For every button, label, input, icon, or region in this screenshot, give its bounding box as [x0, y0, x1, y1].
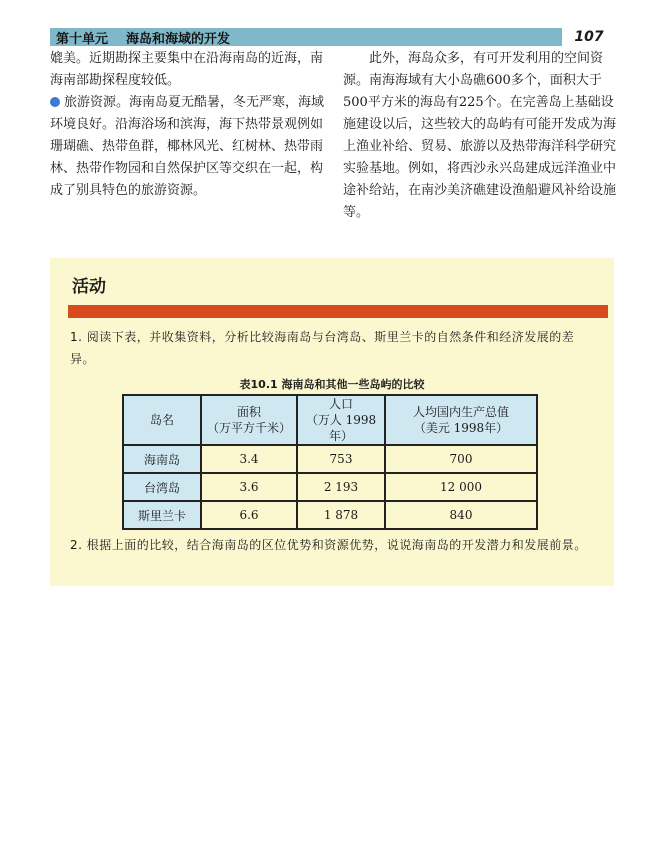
unit-label: 第十单元 [56, 31, 109, 47]
table-header: 面积 （万平方千米） [201, 395, 297, 445]
table-cell: 1 878 [297, 501, 385, 529]
table-cell: 斯里兰卡 [123, 501, 201, 529]
table-cell: 753 [297, 445, 385, 473]
table-row [123, 501, 537, 529]
table-cell: 700 [385, 445, 537, 473]
paragraph-tourism: 旅游资源。海南岛夏无酷暑，冬无严寒，海域环境良好。沿海浴场和滨海，海下热带景观例如珊瑚礁、热带鱼群，椰林风光、红树林、热带雨林、热带作物园和自然保护区等交织在一起，构成了别具特色的旅游资源。 [50, 95, 325, 198]
paragraph: 此外，海岛众多，有可开发利用的空间资源。南海海域有大小岛礁600多个，面积大于500平方米的海岛有225个。在完善岛上基础设施建设以后，这些较大的岛屿有可能开发成为海上渔业补给、贸易、旅游以及热带海洋科学研究实验基地。例如，将西沙永兴岛建成远洋渔业中途补给站，在南沙美济礁建设渔船避风补给设施等。 [343, 51, 617, 220]
table-row [123, 445, 537, 473]
table-caption: 表10.1 海南岛和其他一些岛屿的比较 [239, 378, 425, 391]
table-cell: 海南岛 [123, 445, 201, 473]
unit-topic: 海岛和海域的开发 [126, 31, 231, 47]
bullet-icon [50, 97, 60, 107]
table-header: 人口 （万人 1998年） [297, 395, 385, 445]
table-header: 岛名 [123, 395, 201, 445]
activity-title: 活动 [72, 277, 106, 297]
table-cell: 台湾岛 [123, 473, 201, 501]
table-header-row [123, 395, 537, 445]
table-cell: 3.4 [201, 445, 297, 473]
left-column [50, 48, 325, 202]
table-cell: 840 [385, 501, 537, 529]
paragraph: 媲美。近期勘探主要集中在沿海南岛的近海，南海南部勘探程度较低。 [50, 51, 324, 88]
comparison-table [122, 394, 538, 530]
table-cell: 6.6 [201, 501, 297, 529]
page-header [50, 28, 616, 46]
table-header: 人均国内生产总值 （美元 1998年） [385, 395, 537, 445]
table-cell: 2 193 [297, 473, 385, 501]
table-cell: 3.6 [201, 473, 297, 501]
question-2: 2. 根据上面的比较，结合海南岛的区位优势和资源优势，说说海南岛的开发潜力和发展前景。 [70, 538, 587, 552]
table-cell: 12 000 [385, 473, 537, 501]
activity-divider [68, 305, 608, 318]
question-1: 1. 阅读下表，并收集资料，分析比较海南岛与台湾岛、斯里兰卡的自然条件和经济发展的差异。 [70, 330, 575, 366]
right-column [343, 48, 618, 224]
table-row [123, 473, 537, 501]
page-number: 107 [562, 28, 616, 46]
activity-box [50, 258, 614, 586]
